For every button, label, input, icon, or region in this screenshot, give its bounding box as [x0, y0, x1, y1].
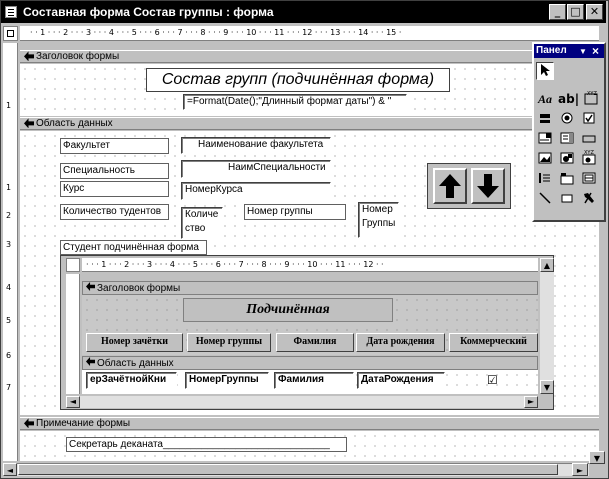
subform-icon[interactable] [580, 170, 598, 188]
column-header-record-book[interactable]: Номер зачётки [86, 333, 183, 352]
main-scroll-left-button[interactable]: ◄ [3, 463, 17, 476]
subform-scroll-left-button[interactable]: ◄ [66, 396, 80, 408]
column-header-surname[interactable]: Фамилия [276, 333, 354, 352]
section-arrow-icon [24, 51, 34, 61]
group-number-field[interactable]: Номер Группы [358, 202, 399, 238]
toolbox-titlebar[interactable] [534, 44, 604, 58]
combobox-icon[interactable] [536, 130, 554, 148]
subform-scroll-right-button[interactable]: ► [524, 396, 538, 408]
group-number-subform-field[interactable]: НомерГруппы [185, 372, 269, 389]
subform-vertical-ruler[interactable] [66, 274, 80, 394]
toolbox-menu-icon[interactable]: ▼ [579, 47, 587, 56]
page-break-icon[interactable] [536, 170, 554, 188]
subform-horizontal-scrollbar[interactable] [80, 396, 524, 408]
column-header-group-number[interactable]: Номер группы [187, 333, 271, 352]
pointer-icon[interactable] [536, 62, 554, 80]
student-count-field[interactable]: Количество [181, 207, 223, 239]
main-scroll-down-button[interactable]: ▼ [589, 451, 605, 464]
specialty-field[interactable]: НаимСпециальности [181, 160, 331, 178]
date-expression-field[interactable]: =Format(Date();"Длинный формат даты") & " [183, 94, 407, 110]
svg-text:XYZ: XYZ [584, 150, 594, 156]
tab-control-icon[interactable] [558, 170, 576, 188]
close-button[interactable]: ✕ [586, 4, 603, 20]
maximize-button[interactable]: □ [567, 4, 584, 20]
rectangle-icon[interactable] [558, 190, 576, 208]
minimize-button[interactable]: _ [549, 4, 566, 20]
record-book-field[interactable]: ерЗачётнойКни [86, 372, 177, 389]
specialty-label[interactable]: Специальность [60, 163, 169, 179]
form-title-label[interactable]: Состав групп (подчинённая форма) [146, 68, 450, 92]
checkbox-icon[interactable] [580, 110, 598, 128]
commercial-checkbox[interactable]: ☑ [487, 373, 498, 387]
birth-date-field[interactable]: ДатаРождения [357, 372, 445, 389]
main-scroll-right-button[interactable]: ► [572, 463, 588, 476]
faculty-label[interactable]: Факультет [60, 138, 169, 154]
listbox-icon[interactable] [558, 130, 576, 148]
section-arrow-icon [86, 282, 95, 291]
toolbox-close-button[interactable]: × [592, 44, 600, 58]
line-icon[interactable] [536, 190, 554, 208]
up-arrow-icon [435, 170, 465, 202]
window-title: Составная форма Состав группы : форма [23, 5, 274, 19]
option-button-icon[interactable] [558, 110, 576, 128]
down-arrow-icon [473, 170, 503, 202]
form-header-section-bar[interactable]: Заголовок формы [20, 50, 605, 63]
course-label[interactable]: Курс [60, 181, 169, 197]
toggle-button-icon[interactable] [536, 110, 554, 128]
subform-title-label[interactable]: Подчинённая [183, 298, 393, 322]
next-record-button[interactable] [471, 168, 505, 204]
title-bar[interactable] [1, 1, 606, 23]
horizontal-ruler[interactable]: · · 1 · · · 2 · · · 3 · · · 4 · · · 5 · · · 6 · · · 7 · · · 8 · · · 9 · · · 10 · · · 11 · · · 12 · · · 13 · · · 14 · · · 15 · [20, 26, 599, 41]
section-arrow-icon [24, 118, 34, 128]
column-header-birth-date[interactable]: Дата рождения [356, 333, 445, 352]
subform-label[interactable]: Студент подчинённая форма [60, 240, 207, 255]
option-group-icon[interactable] [582, 90, 600, 108]
toolbox-panel[interactable] [532, 42, 606, 222]
surname-field[interactable]: Фамилия [274, 372, 354, 389]
image-icon[interactable] [536, 150, 554, 168]
subform-selector[interactable] [66, 258, 80, 272]
label-icon[interactable]: Aa [537, 92, 552, 106]
section-arrow-icon [86, 357, 95, 366]
column-header-commercial[interactable]: Коммерческий [449, 333, 538, 352]
subform-scroll-up-button[interactable]: ▲ [540, 258, 554, 272]
subform-horizontal-ruler[interactable]: · · · 1 · · · 2 · · · 3 · · · 4 · · · 5 · · · 6 · · · 7 · · · 8 · · · 9 · · · 10 · · · 11 · · · 12 · · [82, 258, 538, 272]
unbound-object-icon[interactable] [558, 150, 576, 168]
previous-record-button[interactable] [433, 168, 467, 204]
subform-vertical-scrollbar[interactable] [540, 272, 554, 380]
form-selector[interactable] [3, 26, 18, 41]
course-field[interactable]: НомерКурса [181, 182, 331, 200]
command-button-icon[interactable] [580, 130, 598, 148]
toolbox-title: Панел [536, 45, 567, 56]
subform-header-section-bar[interactable]: Заголовок формы [82, 281, 538, 295]
faculty-field[interactable]: Наименование факультета [181, 137, 331, 154]
student-count-label[interactable]: Количество тудентов [60, 204, 169, 220]
svg-text:XYZ: XYZ [587, 91, 597, 97]
vertical-ruler[interactable]: 1 1 2 3 4 5 6 7 [3, 43, 18, 461]
subform-scroll-down-button[interactable]: ▼ [540, 380, 554, 394]
form-footer-section-bar[interactable]: Примечание формы [20, 417, 599, 430]
bound-object-icon[interactable] [580, 150, 598, 168]
detail-section-bar[interactable]: Область данных [20, 117, 605, 130]
main-horizontal-scroll-thumb[interactable] [18, 464, 558, 475]
section-arrow-icon [24, 418, 34, 428]
form-icon[interactable] [5, 6, 17, 18]
secretary-label[interactable]: Секретарь деканата______________________________ [66, 437, 347, 452]
group-number-label[interactable]: Номер группы [244, 204, 346, 220]
subform-detail-section-bar[interactable]: Область данных [82, 356, 538, 370]
more-tools-icon[interactable] [580, 190, 598, 208]
textbox-icon[interactable]: ab| [558, 92, 580, 106]
